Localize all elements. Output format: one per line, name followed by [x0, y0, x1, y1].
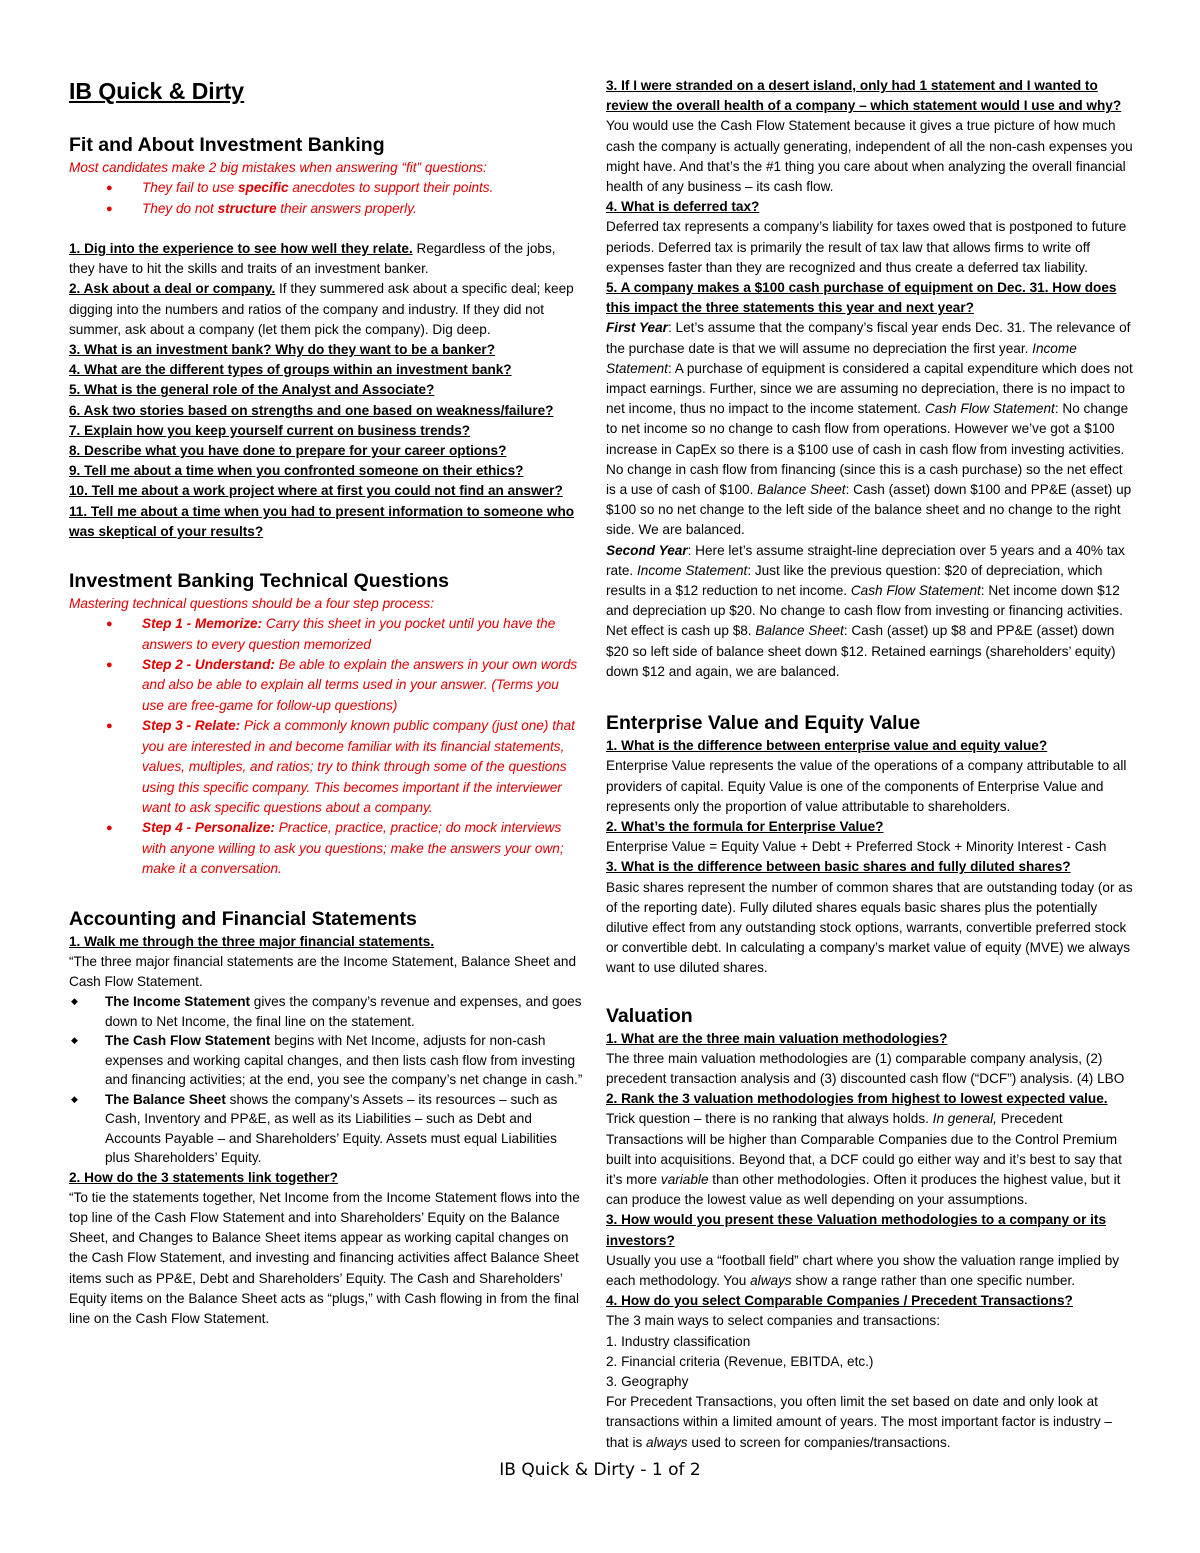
fit-mistakes-list — [69, 178, 584, 219]
fit-question: 4. What are the different types of groups within an investment bank? — [69, 362, 512, 378]
statement-item: ◆ The Balance Sheet shows the company’s Assets – its resources – such as Cash, Inventory and PP&E, as well as its Liabilities – such as Debt and Accounts Payable – and Shareholders’ Equity. Assets must equal Liabilities plus Shareholders’ Equity. — [69, 1090, 584, 1168]
statement-question-5: 5. A company makes a $100 cash purchase of equipment on Dec. 31. How does this impact the three statements this year and next year? — [606, 280, 1117, 316]
statement-answer-3: You would use the Cash Flow Statement because it gives a true picture of how much cash the company is actually generating, independent of all the non-cash expenses you might have. And that’s the #1 thing you care about when analyzing the overall financial health of any business – its cash flow. — [606, 118, 1133, 195]
fit-question: 6. Ask two stories based on strengths and one based on weakness/failure? — [69, 402, 554, 418]
valuation-question-2: 2. Rank the 3 valuation methodologies from highest to lowest expected value. — [606, 1091, 1108, 1107]
technical-heading: Investment Banking Technical Questions — [69, 570, 449, 593]
technical-steps-list — [69, 614, 584, 879]
ev-heading: Enterprise Value and Equity Value — [606, 712, 921, 735]
technical-step: ● Step 1 - Memorize: Carry this sheet in you pocket until you have the answers to every question memorized — [69, 614, 584, 655]
ev-answer-2: Enterprise Value = Equity Value + Debt + Preferred Stock + Minority Interest - Cash — [606, 839, 1107, 855]
accounting-question-1: 1. Walk me through the three major financial statements. — [69, 933, 435, 949]
fit-question-list — [69, 239, 584, 542]
ev-question-3: 3. What is the difference between basic shares and fully diluted shares? — [606, 859, 1071, 875]
first-year-answer: First Year: Let’s assume that the company’s fiscal year ends Dec. 31. The relevance of the purchase date is that we will assume no depreciation the first year. Income Statement: A purchase of equipment is considered a capital expenditure which does not impact earnings. Further, since we are assuming no depreciation, there is no impact to net income, thus no impact to the income statement. Cash Flow Statement: No change to net income so no change to cash flow from operations. However we’ve got a $100 increase in CapEx so there is a $100 use of cash in cash flow from investing activities. No change in cash flow from financing (since this is a cash purchase) so the net effect is a use of cash of $100. Balance Sheet: Cash (asset) down $100 and PP&E (asset) up $100 so no net change to the left side of the balance sheet and no change to the right side. We are balanced. — [606, 320, 1133, 538]
fit-question: 10. Tell me about a work project where at first you could not find an answer? — [69, 483, 563, 499]
accounting-answer-2: “To tie the statements together, Net Income from the Income Statement flows into the top line of the Cash Flow Statement and into Shareholders’ Equity on the Balance Sheet, and Changes to Balance Sheet items appear as working capital changes on the Cash Flow Statement, and investing and financing activities affect Balance Sheet items such as PP&E, Debt and Shareholders’ Equity. The Cash and Shareholders’ Equity items on the Balance Sheet acts as “plugs,” with Cash flowing in from the final line on the Cash Flow Statement. — [69, 1189, 580, 1327]
accounting-question-2: 2. How do the 3 statements link together? — [69, 1169, 338, 1185]
valuation-question-1: 1. What are the three main valuation methodologies? — [606, 1030, 948, 1046]
statement-question-4: 4. What is deferred tax? — [606, 199, 760, 215]
right-column — [606, 76, 1133, 1453]
statement-item: ◆ The Income Statement gives the company’s revenue and expenses, and goes down to Net Income, the final line on the statement. — [69, 992, 584, 1031]
document-title: IB Quick & Dirty — [69, 78, 245, 104]
valuation-answer-4: For Precedent Transactions, you often limit the set based on date and only look at transactions within a limited amount of years. The most important factor is industry – that is always used to screen for companies/transactions. — [606, 1394, 1112, 1450]
fit-mistake-item: ● They do not structure their answers properly. — [69, 199, 584, 219]
selection-criteria-item: 1. Industry classification — [606, 1333, 751, 1349]
technical-step: ● Step 4 - Personalize: Practice, practice, practice; do mock interviews with anyone willing to ask you questions; make the answers your own; make it a conversation. — [69, 818, 584, 879]
statement-question-3: 3. If I were stranded on a desert island, only had 1 statement and I wanted to review the overall health of a company – which statement would I use and why? — [606, 78, 1122, 114]
ev-answer-1: Enterprise Value represents the value of the operations of a company attributable to all providers of capital. Equity Value is one of the components of Enterprise Value and represents only the proportion of value attributable to shareholders. — [606, 758, 1127, 814]
valuation-answer-3: Usually you use a “football field” chart where you show the valuation range implied by each methodology. You always show a range rather than one specific number. — [606, 1252, 1120, 1288]
accounting-heading: Accounting and Financial Statements — [69, 907, 417, 930]
technical-step: ● Step 3 - Relate: Pick a commonly known public company (just one) that you are interested in and become familiar with its financial statements, values, multiples, and ratios; try to think through some of the questions using this specific company. This becomes important if the interviewer want to ask specific questions about a company. — [69, 716, 584, 818]
valuation-question-4: 4. How do you select Comparable Companies / Precedent Transactions? — [606, 1293, 1073, 1309]
ev-question-1: 1. What is the difference between enterprise value and equity value? — [606, 738, 1048, 754]
valuation-question-3: 3. How would you present these Valuation methodologies to a company or its investors? — [606, 1212, 1107, 1248]
ev-question-2: 2. What’s the formula for Enterprise Value? — [606, 818, 884, 834]
fit-question: 3. What is an investment bank? Why do they want to be a banker? — [69, 342, 496, 358]
selection-criteria-item: 3. Geography — [606, 1373, 689, 1389]
fit-question: 2. Ask about a deal or company. If they summered ask about a specific deal; keep digging into the numbers and ratios of the company and industry. If they did not summer, ask about a company (let them pick the company). Dig deep. — [69, 281, 574, 337]
left-column — [69, 76, 584, 1329]
accounting-answer-1-intro: “The three major financial statements are the Income Statement, Balance Sheet and Cash Flow Statement. — [69, 953, 577, 989]
statement-answer-4: Deferred tax represents a company’s liability for taxes owed that is postponed to future periods. Deferred tax is primarily the result of tax law that allows firms to write off expenses faster than they are recognized and thus create a deferred tax liability. — [606, 219, 1127, 275]
statement-item: ◆ The Cash Flow Statement begins with Net Income, adjusts for non-cash expenses and working capital changes, and then lists cash flow from investing and financing activities; at the end, you see the company’s net change in cash.” — [69, 1031, 584, 1090]
fit-intro: Most candidates make 2 big mistakes when answering “fit” questions: — [69, 160, 487, 175]
fit-question: 9. Tell me about a time when you confronted someone on their ethics? — [69, 463, 524, 479]
technical-intro: Mastering technical questions should be a four step process: — [69, 596, 434, 612]
valuation-answer-2: Trick question – there is no ranking that always holds. In general, Precedent Transactions will be higher than Comparable Companies due to the Control Premium built into acquisitions. Beyond that, a DCF could go either way and it’s best to say that it’s more variable than other methodologies. Often it produces the highest value, but it can produce the lowest value as well depending on your assumptions. — [606, 1111, 1122, 1208]
fit-question: 5. What is the general role of the Analyst and Associate? — [69, 382, 435, 398]
fit-question: 11. Tell me about a time when you had to present information to someone who was skeptical of your results? — [69, 503, 575, 539]
valuation-heading: Valuation — [606, 1004, 693, 1027]
second-year-answer: Second Year: Here let’s assume straight-line depreciation over 5 years and a 40% tax rate. Income Statement: Just like the previous question: $20 of depreciation, which results in a $12 reduction to net income. Cash Flow Statement: Net income down $12 and depreciation up $20. No change to cash flow from investing or financing activities. Net effect is cash up $8. Balance Sheet: Cash (asset) up $8 and PP&E (asset) down $20 so left side of balance sheet down $12. Retained earnings (shareholders’ equity) down $12 and again, we are balanced. — [606, 542, 1125, 679]
technical-step: ● Step 2 - Understand: Be able to explain the answers in your own words and also be able to explain all terms used in your answer. (Terms you use are free-game for follow-up questions) — [69, 655, 584, 716]
page-footer: IB Quick & Dirty - 1 of 2 — [499, 1460, 701, 1480]
selection-criteria-item: 2. Financial criteria (Revenue, EBITDA, etc.) — [606, 1353, 874, 1369]
valuation-answer-1: The three main valuation methodologies are (1) comparable company analysis, (2) precedent transaction analysis and (3) discounted cash flow (“DCF”) analysis. (4) LBO — [606, 1050, 1125, 1086]
ev-answer-3: Basic shares represent the number of common shares that are outstanding today (or as of the reporting date). Fully diluted shares equals basic shares plus the potentially dilutive effect from any outstanding stock options, warrants, convertible preferred stock or convertible debt. In calculating a company’s market value of equity (MVE) we always want to use diluted shares. — [606, 879, 1133, 976]
valuation-answer-4-intro: The 3 main ways to select companies and transactions: — [606, 1313, 940, 1329]
fit-question: 7. Explain how you keep yourself current on business trends? — [69, 422, 471, 438]
fit-mistake-item: ● They fail to use specific anecdotes to support their points. — [69, 178, 584, 198]
statements-list — [69, 992, 584, 1168]
fit-heading: Fit and About Investment Banking — [69, 134, 385, 156]
fit-question: 8. Describe what you have done to prepare for your career options? — [69, 443, 507, 459]
fit-question: 1. Dig into the experience to see how well they relate. Regardless of the jobs, they have to hit the skills and traits of an investment banker. — [69, 241, 556, 277]
